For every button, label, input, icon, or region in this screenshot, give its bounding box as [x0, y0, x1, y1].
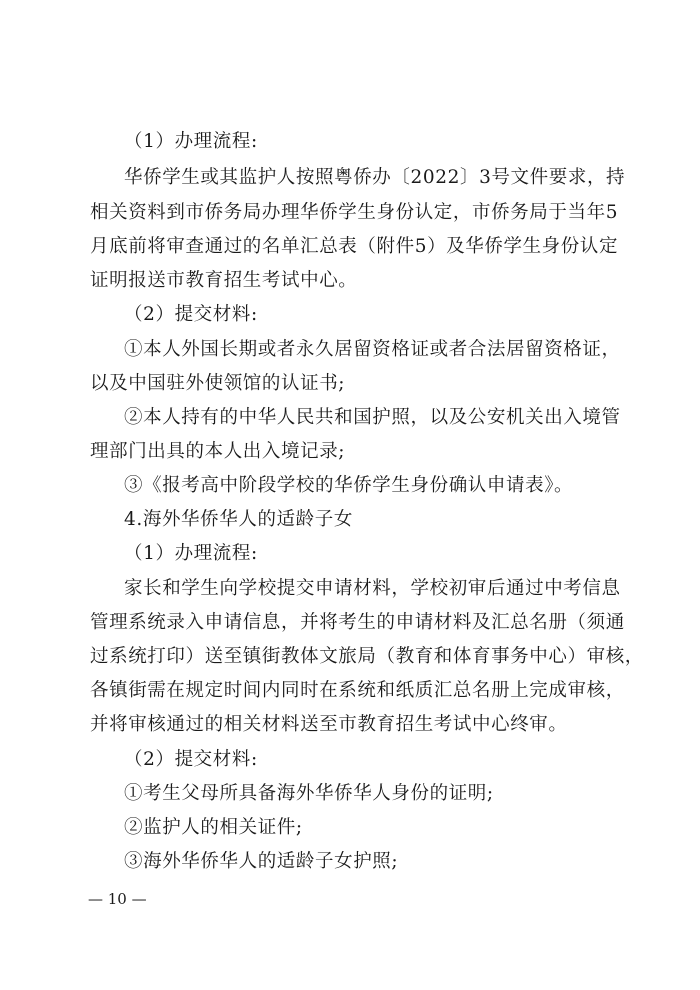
paragraph-line: 过系统打印）送至镇街教体文旅局（教育和体育事务中心）审核， [90, 646, 644, 667]
paragraph-line: 理部门出具的本人出入境记录; [90, 441, 346, 462]
list-item: ③海外华侨华人的适龄子女护照; [124, 851, 399, 872]
paragraph-line: 家长和学生向学校提交申请材料，学校初审后通过中考信息 [124, 578, 621, 599]
section-heading: 4.海外华侨华人的适龄子女 [124, 509, 353, 530]
heading-process-1: （1）办理流程: [124, 131, 258, 152]
paragraph-line: 相关资料到市侨务局办理华侨学生身份认定，市侨务局于当年5 [90, 202, 619, 223]
paragraph-line: 并将审核通过的相关材料送至市教育招生考试中心终审。 [90, 714, 568, 735]
list-item: ①本人外国长期或者永久居留资格证或者合法居留资格证， [124, 339, 621, 360]
paragraph-line: 月底前将审查通过的名单汇总表（附件5）及华侨学生身份认定 [90, 236, 619, 257]
paragraph-line: 以及中国驻外使领馆的认证书; [90, 373, 346, 394]
page-number: — 10 — [88, 890, 147, 908]
paragraph-line: 华侨学生或其监护人按照粤侨办〔2022〕3号文件要求，持 [124, 167, 626, 188]
list-item: ②本人持有的中华人民共和国护照，以及公安机关出入境管 [124, 407, 621, 428]
heading-materials-2: （2）提交材料: [124, 749, 258, 770]
heading-materials-1: （2）提交材料: [124, 304, 258, 325]
list-item: ③《报考高中阶段学校的华侨学生身份确认申请表》。 [124, 475, 574, 496]
heading-process-2: （1）办理流程: [124, 543, 258, 564]
paragraph-line: 证明报送市教育招生考试中心。 [90, 270, 358, 291]
list-item: ②监护人的相关证件; [124, 817, 303, 838]
list-item: ①考生父母所具备海外华侨华人身份的证明; [124, 783, 494, 804]
paragraph-line: 各镇街需在规定时间内同时在系统和纸质汇总名册上完成审核， [90, 680, 625, 701]
paragraph-line: 管理系统录入申请信息，并将考生的申请材料及汇总名册（须通 [90, 612, 625, 633]
